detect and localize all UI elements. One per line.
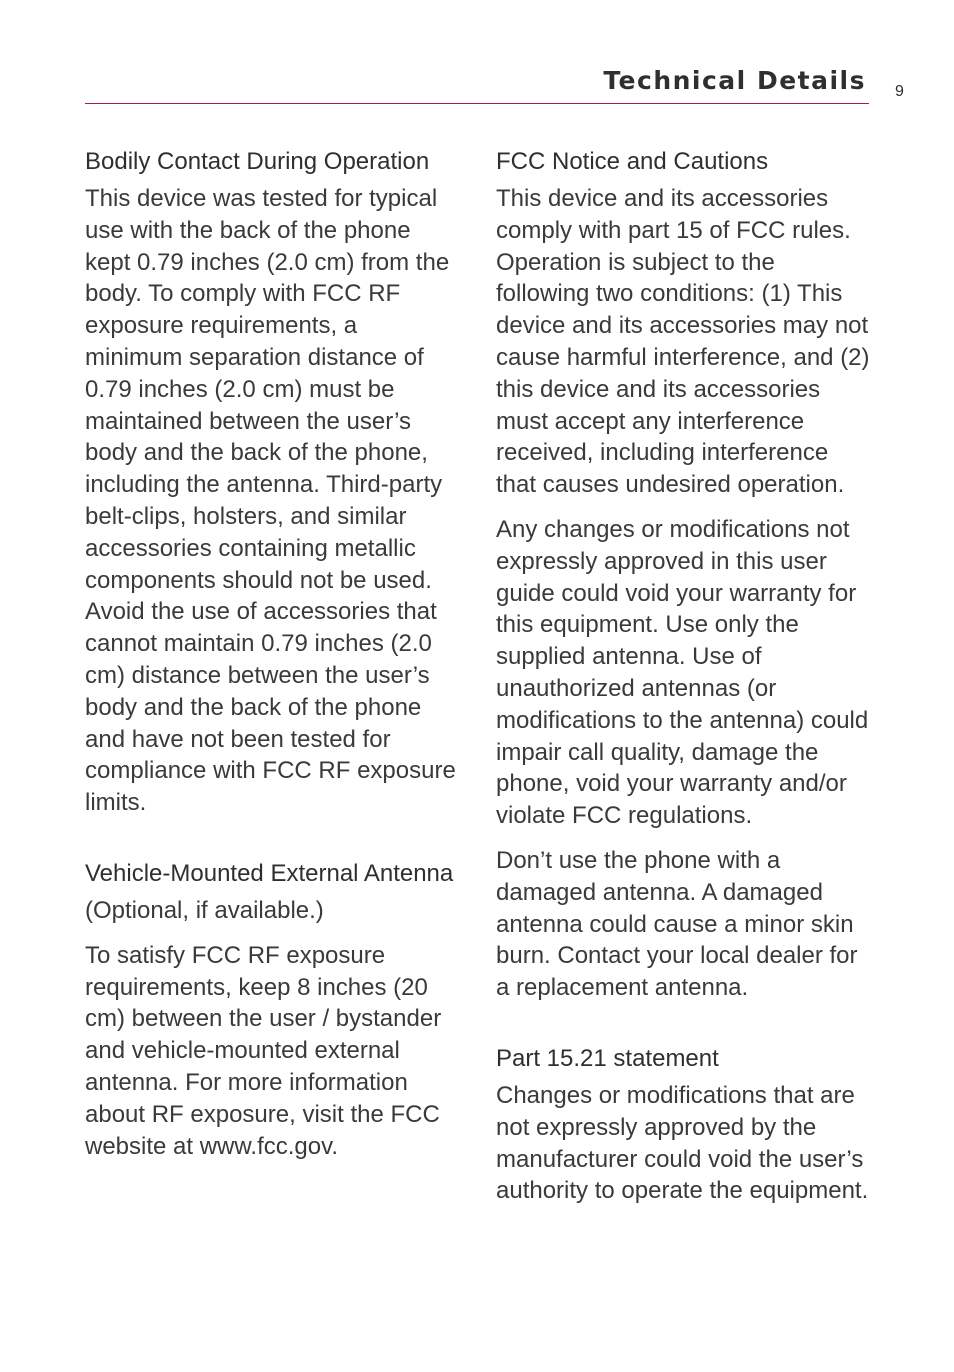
- vehicle-antenna-note: (Optional, if available.): [85, 896, 324, 924]
- section-gap: [85, 832, 460, 858]
- page-title: Technical Details: [603, 66, 866, 95]
- fcc-notice-heading: FCC Notice and Cautions: [496, 148, 769, 175]
- left-column: [85, 146, 460, 1175]
- bodily-contact-body: This device was tested for typical use with the back of the phone kept 0.79 inches (2.0 cm) from the body. To comply with FCC RF exposure requirements, a minimum separation distance of 0.79 inches (2.0 cm) must be maintained between the user’s body and the back of the phone, including the antenna. Third-party belt-clips, holsters, and similar accessories containing metallic components should not be used. Avoid the use of accessories that cannot maintain 0.79 inches (2.0 cm) distance between the user’s body and the back of the phone and have not been tested for compliance with FCC RF exposure limits.: [85, 185, 456, 817]
- part-15-21-heading: Part 15.21 statement: [496, 1044, 719, 1072]
- fcc-notice-paragraph-2: Any changes or modifications not expressly approved in this user guide could void your warranty for this equipment. Use only the supplied antenna. Use of unauthorized antennas (or modifications to the antenna) could impair call quality, damage the phone, void your warranty and/or violate FCC regulations.: [496, 515, 869, 830]
- part-15-21-body: Changes or modifications that are not expressly approved by the manufacturer could void the user’s authority to operate the equipment.: [496, 1081, 869, 1205]
- header-divider: [85, 103, 869, 104]
- fcc-notice-paragraph-1: This device and its accessories comply with part 15 of FCC rules. Operation is subject to the following two conditions: (1) This device and its accessories may not cause harmful interference, and (2) this device and its accessories must accept any interference received, including interference that causes undesired operation.: [496, 185, 870, 499]
- section-gap: [496, 1017, 871, 1043]
- vehicle-antenna-heading: Vehicle-Mounted External Antenna: [85, 859, 454, 887]
- fcc-notice-paragraph-3: Don’t use the phone with a damaged antenna. A damaged antenna could cause a minor skin burn. Contact your local dealer for a replacement antenna.: [496, 846, 858, 1002]
- right-column: [496, 146, 871, 1220]
- vehicle-antenna-body: To satisfy FCC RF exposure requirements, keep 8 inches (20 cm) between the user / bystander and vehicle-mounted external antenna. For more information about RF exposure, visit the FCC website at www.fcc.gov.: [85, 941, 442, 1160]
- page-number: 9: [895, 83, 904, 100]
- bodily-contact-heading: Bodily Contact During Operation: [85, 148, 430, 175]
